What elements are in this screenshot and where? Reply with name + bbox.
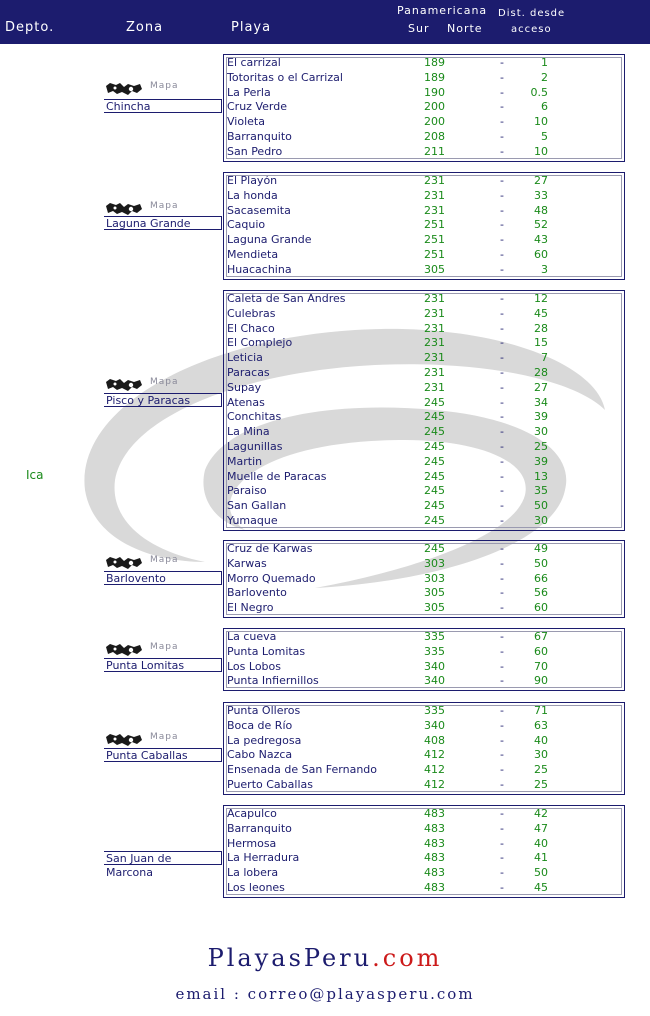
km-norte: - [500,556,504,570]
km-norte: - [500,351,504,365]
access-distance: 41 [534,851,548,865]
map-icon [104,81,144,101]
beach-name[interactable]: La Perla [227,85,271,99]
map-link[interactable] [104,375,194,393]
zone-name: Punta Caballas [104,748,222,762]
zone-name: Laguna Grande [104,216,222,230]
km-sur: 245 [424,542,445,555]
access-distance: 10 [534,144,548,158]
map-link-label: Mapa [150,555,179,565]
header-dist-line2: acceso [511,24,552,35]
header-panamericana: Panamericana [397,4,488,17]
access-distance: 3 [541,262,548,276]
beach-row[interactable] [224,86,624,101]
km-sur: 200 [424,115,445,129]
km-sur: 245 [424,425,445,439]
km-sur: 335 [424,644,445,658]
km-sur: 251 [424,218,445,232]
km-sur: 305 [424,586,445,600]
km-sur: 211 [424,144,445,158]
km-sur: 412 [424,748,445,762]
header-playa: Playa [231,20,272,35]
km-norte: - [500,292,504,305]
brand-name: PlayasPeru [207,944,373,972]
beach-name[interactable]: Paracas [227,365,270,379]
km-norte: - [500,70,504,84]
beach-row[interactable] [224,866,624,881]
km-sur: 245 [424,454,445,468]
beach-row[interactable] [224,218,624,233]
beach-name[interactable]: El Negro [227,601,274,615]
access-distance: 49 [534,542,548,555]
beach-name[interactable]: Martin [227,454,263,468]
access-distance: 15 [534,336,548,350]
km-norte: - [500,586,504,600]
km-norte: - [500,499,504,513]
access-distance: 52 [534,218,548,232]
beach-row[interactable] [224,204,624,219]
beach-name[interactable]: La pedregosa [227,733,302,747]
km-norte: - [500,644,504,658]
km-sur: 231 [424,336,445,350]
km-norte: - [500,880,504,894]
beach-row[interactable] [224,322,624,337]
beach-name[interactable]: San Gallan [227,499,287,513]
beach-row[interactable] [224,248,624,263]
access-distance: 48 [534,203,548,217]
access-distance: 70 [534,659,548,673]
km-norte: - [500,542,504,555]
beach-row[interactable] [224,145,624,160]
beach-row[interactable] [224,851,624,866]
km-norte: - [500,129,504,143]
km-sur: 231 [424,188,445,202]
access-distance: 50 [534,556,548,570]
km-norte: - [500,410,504,424]
beach-row[interactable] [224,499,624,514]
brand-suffix: .com [372,944,443,972]
beach-name[interactable]: Los leones [227,880,285,894]
km-sur: 483 [424,807,445,820]
access-distance: 27 [534,174,548,187]
km-norte: - [500,718,504,732]
access-distance: 30 [534,425,548,439]
access-distance: 60 [534,247,548,261]
km-sur: 303 [424,556,445,570]
access-distance: 33 [534,188,548,202]
beach-name[interactable]: El Chaco [227,321,275,335]
beach-row[interactable] [224,734,624,749]
beach-row[interactable] [224,366,624,381]
access-distance: 13 [534,469,548,483]
km-norte: - [500,100,504,114]
map-link[interactable] [104,199,194,217]
beach-name[interactable]: Leticia [227,351,263,365]
header-zona: Zona [126,20,164,35]
access-distance: 34 [534,395,548,409]
beach-name[interactable]: La honda [227,188,278,202]
header-depto: Depto. [5,20,55,35]
beach-group [223,290,625,531]
km-sur: 335 [424,704,445,717]
zone-name: Barlovento [104,571,222,585]
beach-row[interactable] [224,807,624,822]
beach-name[interactable]: Muelle de Paracas [227,469,327,483]
beach-name[interactable]: Barlovento [227,586,287,600]
beach-row[interactable] [224,336,624,351]
km-norte: - [500,733,504,747]
beach-name[interactable]: Conchitas [227,410,282,424]
access-distance: 40 [534,836,548,850]
km-sur: 245 [424,395,445,409]
km-norte: - [500,674,504,688]
km-norte: - [500,851,504,865]
km-sur: 245 [424,499,445,513]
access-distance: 0.5 [530,85,548,99]
beach-row[interactable] [224,542,624,557]
beach-group [223,702,625,795]
map-link[interactable] [104,730,194,748]
beach-row[interactable] [224,763,624,778]
km-norte: - [500,188,504,202]
km-norte: - [500,630,504,643]
beach-name[interactable]: Punta Lomitas [227,644,306,658]
km-sur: 412 [424,777,445,791]
beach-name[interactable]: Mendieta [227,247,279,261]
beach-row[interactable] [224,778,624,793]
beach-row[interactable] [224,189,624,204]
access-distance: 6 [541,100,548,114]
access-distance: 28 [534,321,548,335]
map-link-label: Mapa [150,732,179,742]
beach-row[interactable] [224,704,624,719]
zone-name: Chincha [104,99,222,113]
km-norte: - [500,233,504,247]
km-norte: - [500,380,504,394]
km-sur: 251 [424,247,445,261]
beach-row[interactable] [224,56,624,71]
beach-group [223,540,625,618]
beach-name[interactable]: Huacachina [227,262,292,276]
beach-name[interactable]: Yumaque [227,513,278,527]
beach-name[interactable]: Barranquito [227,821,292,835]
km-norte: - [500,601,504,615]
access-distance: 35 [534,484,548,498]
beach-group [223,628,625,691]
km-sur: 245 [424,513,445,527]
km-norte: - [500,247,504,261]
km-norte: - [500,748,504,762]
km-norte: - [500,203,504,217]
km-sur: 340 [424,674,445,688]
brand-logo[interactable] [0,944,650,972]
km-sur: 305 [424,262,445,276]
km-norte: - [500,395,504,409]
access-distance: 45 [534,880,548,894]
km-sur: 231 [424,306,445,320]
beach-name[interactable]: El carrizal [227,56,281,69]
map-link-label: Mapa [150,642,179,652]
beach-row[interactable] [224,351,624,366]
beach-row[interactable] [224,484,624,499]
km-sur: 245 [424,439,445,453]
beach-name[interactable]: Culebras [227,306,276,320]
km-sur: 200 [424,100,445,114]
beach-row[interactable] [224,425,624,440]
km-sur: 231 [424,174,445,187]
access-distance: 67 [534,630,548,643]
header-sur: Sur [408,22,430,35]
beach-name[interactable]: Acapulco [227,807,277,820]
km-norte: - [500,365,504,379]
km-norte: - [500,425,504,439]
km-sur: 483 [424,866,445,880]
access-distance: 25 [534,763,548,777]
km-sur: 245 [424,410,445,424]
km-sur: 245 [424,469,445,483]
map-link-label: Mapa [150,377,179,387]
km-sur: 340 [424,718,445,732]
beach-group [223,172,625,280]
beach-group [223,805,625,898]
km-sur: 483 [424,851,445,865]
access-distance: 63 [534,718,548,732]
access-distance: 60 [534,644,548,658]
beach-row[interactable] [224,645,624,660]
access-distance: 7 [541,351,548,365]
beach-row[interactable] [224,396,624,411]
beach-row[interactable] [224,410,624,425]
km-norte: - [500,571,504,585]
beach-row[interactable] [224,881,624,896]
zone-name: Punta Lomitas [104,658,222,672]
km-norte: - [500,704,504,717]
beach-name[interactable]: El Playón [227,174,278,187]
beach-row[interactable] [224,307,624,322]
beach-name[interactable]: Atenas [227,395,265,409]
beach-name[interactable]: La cueva [227,630,277,643]
km-sur: 231 [424,321,445,335]
beach-name[interactable]: La lobera [227,866,279,880]
access-distance: 43 [534,233,548,247]
map-link[interactable] [104,640,194,658]
access-distance: 12 [534,292,548,305]
km-norte: - [500,484,504,498]
access-distance: 50 [534,499,548,513]
beach-name[interactable]: Laguna Grande [227,233,312,247]
beach-row[interactable] [224,455,624,470]
beach-name[interactable]: Paraiso [227,484,267,498]
km-sur: 231 [424,292,445,305]
beach-row[interactable] [224,514,624,529]
map-link-label: Mapa [150,201,179,211]
km-sur: 340 [424,659,445,673]
km-sur: 483 [424,821,445,835]
beach-row[interactable] [224,440,624,455]
table-header [0,0,650,44]
beach-row[interactable] [224,748,624,763]
beach-row[interactable] [224,557,624,572]
km-norte: - [500,659,504,673]
beach-row[interactable] [224,130,624,145]
km-norte: - [500,807,504,820]
access-distance: 25 [534,439,548,453]
map-link[interactable] [104,553,194,571]
km-sur: 483 [424,836,445,850]
km-norte: - [500,763,504,777]
beach-row[interactable] [224,586,624,601]
km-sur: 412 [424,763,445,777]
km-sur: 408 [424,733,445,747]
km-norte: - [500,85,504,99]
km-norte: - [500,321,504,335]
beach-name[interactable]: Punta Olleros [227,704,301,717]
km-norte: - [500,821,504,835]
access-distance: 60 [534,601,548,615]
access-distance: 5 [541,129,548,143]
beach-row[interactable] [224,115,624,130]
access-distance: 1 [541,56,548,69]
beach-row[interactable] [224,719,624,734]
beach-name[interactable]: La Herradura [227,851,300,865]
km-norte: - [500,336,504,350]
access-distance: 39 [534,410,548,424]
km-norte: - [500,174,504,187]
access-distance: 66 [534,571,548,585]
km-sur: 189 [424,56,445,69]
beach-name[interactable]: Ensenada de San Fernando [227,763,378,777]
beach-row[interactable] [224,822,624,837]
beach-name[interactable]: San Pedro [227,144,283,158]
access-distance: 39 [534,454,548,468]
km-sur: 231 [424,365,445,379]
beach-name[interactable]: Caquio [227,218,266,232]
beach-row[interactable] [224,470,624,485]
km-sur: 231 [424,203,445,217]
km-sur: 208 [424,129,445,143]
beach-row[interactable] [224,660,624,675]
beach-name[interactable]: Barranquito [227,129,292,143]
beach-name[interactable]: Morro Quemado [227,571,316,585]
map-link-label: Mapa [150,81,179,91]
beach-name[interactable]: Cruz de Karwas [227,542,313,555]
beach-row[interactable] [224,233,624,248]
km-sur: 245 [424,484,445,498]
km-norte: - [500,454,504,468]
beach-row[interactable] [224,263,624,278]
beach-name[interactable]: Karwas [227,556,267,570]
km-norte: - [500,56,504,69]
access-distance: 27 [534,380,548,394]
beach-name[interactable]: Caleta de San Andres [227,292,346,305]
zone-name: San Juan de Marcona [104,851,222,865]
access-distance: 90 [534,674,548,688]
beach-row[interactable] [224,292,624,307]
beach-name[interactable]: Totoritas o el Carrizal [227,70,343,84]
beach-name[interactable]: Puerto Caballas [227,777,313,791]
beach-name[interactable]: Violeta [227,115,265,129]
beach-name[interactable]: Cabo Nazca [227,748,293,762]
km-norte: - [500,866,504,880]
km-sur: 305 [424,601,445,615]
km-norte: - [500,836,504,850]
access-distance: 47 [534,821,548,835]
access-distance: 2 [541,70,548,84]
access-distance: 30 [534,513,548,527]
beach-row[interactable] [224,100,624,115]
km-sur: 190 [424,85,445,99]
beach-name[interactable]: Sacasemita [227,203,291,217]
km-sur: 251 [424,233,445,247]
access-distance: 45 [534,306,548,320]
beach-name[interactable]: Punta Infiernillos [227,674,319,688]
km-norte: - [500,513,504,527]
km-norte: - [500,262,504,276]
beach-row[interactable] [224,601,624,616]
beach-row[interactable] [224,71,624,86]
beach-name[interactable]: Boca de Río [227,718,293,732]
beach-name[interactable]: Lagunillas [227,439,283,453]
km-sur: 335 [424,630,445,643]
km-sur: 231 [424,351,445,365]
beach-name[interactable]: Cruz Verde [227,100,287,114]
beach-row[interactable] [224,381,624,396]
access-distance: 30 [534,748,548,762]
contact-email[interactable]: email : correo@playasperu.com [175,985,475,1003]
km-sur: 189 [424,70,445,84]
km-norte: - [500,306,504,320]
access-distance: 28 [534,365,548,379]
access-distance: 40 [534,733,548,747]
beach-row[interactable] [224,837,624,852]
km-sur: 231 [424,380,445,394]
access-distance: 25 [534,777,548,791]
km-norte: - [500,144,504,158]
beach-row[interactable] [224,630,624,645]
access-distance: 10 [534,115,548,129]
km-norte: - [500,439,504,453]
zone-name: Pisco y Paracas [104,393,222,407]
access-distance: 42 [534,807,548,820]
beach-name[interactable]: La Mina [227,425,270,439]
beach-row[interactable] [224,674,624,689]
beach-name[interactable]: El Complejo [227,336,293,350]
beach-name[interactable]: Los Lobos [227,659,282,673]
beach-row[interactable] [224,572,624,587]
access-distance: 71 [534,704,548,717]
km-sur: 483 [424,880,445,894]
depto-label: Ica [26,468,44,482]
km-norte: - [500,218,504,232]
km-norte: - [500,469,504,483]
km-norte: - [500,115,504,129]
km-norte: - [500,777,504,791]
access-distance: 50 [534,866,548,880]
beach-name[interactable]: Supay [227,380,262,394]
map-link[interactable] [104,79,194,97]
header-norte: Norte [447,22,483,35]
header-dist-line1: Dist. desde [498,8,566,19]
beach-group [223,54,625,162]
beach-row[interactable] [224,174,624,189]
access-distance: 56 [534,586,548,600]
km-sur: 303 [424,571,445,585]
beach-name[interactable]: Hermosa [227,836,277,850]
